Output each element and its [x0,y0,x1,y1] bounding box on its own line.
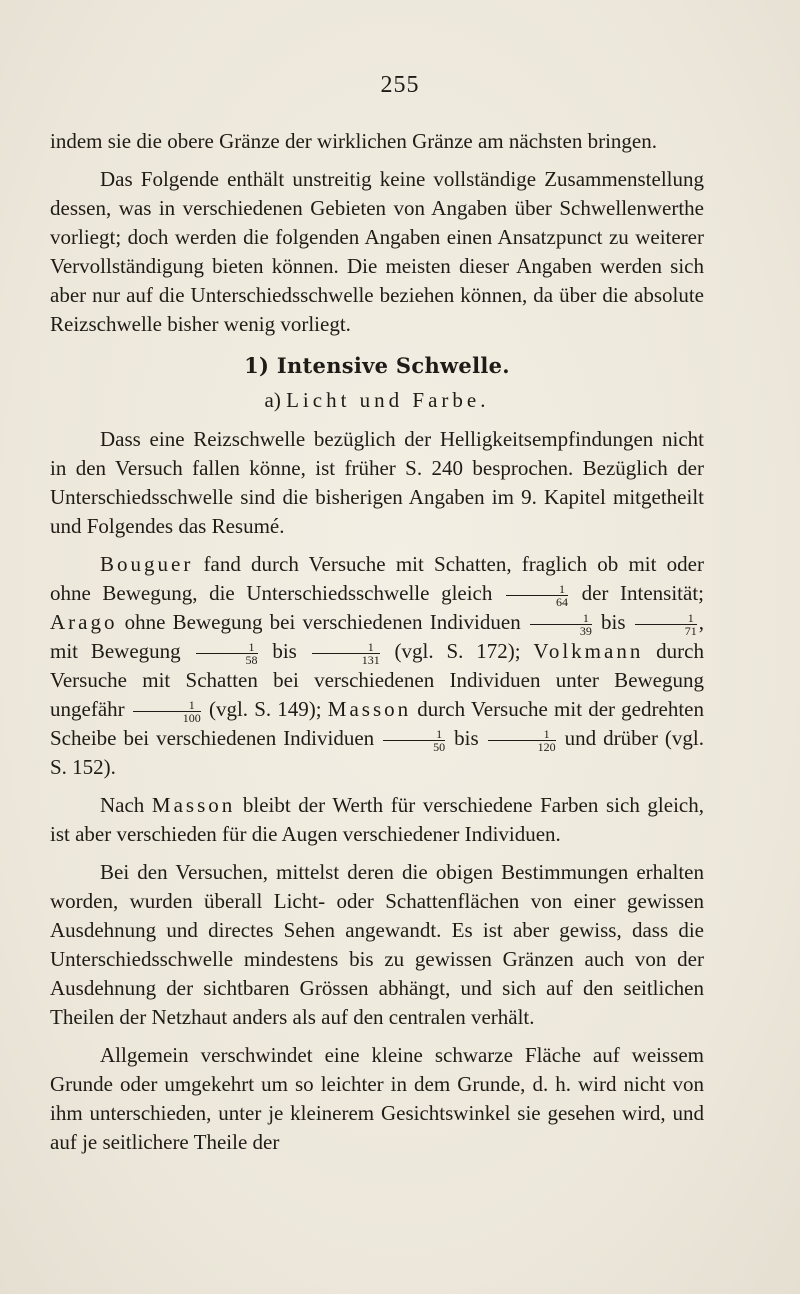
fraction-1-71 [635,612,697,637]
paragraph-reizschwelle: Dass eine Reizschwelle bezüglich der Helligkeitsempfindungen nicht in den Versuch fallen könne, ist früher S. 240 besprochen. Bezüglich der Unterschiedsschwelle sind die bisherigen Angaben im 9. Kapitel mitgetheilt und Folgendes das Resumé. [50,427,704,538]
fraction-denominator: 39 [579,623,592,638]
fraction-numerator: 1 [383,728,445,741]
text-run: ohne Bewegung bei verschiedenen Individuen [117,610,528,634]
fraction-numerator: 1 [635,612,697,625]
text-run: fand durch Versuche mit Schatten, fraglich ob mit oder ohne Bewegung, die Unterschiedsschwelle gleich [50,552,704,605]
fraction-denominator: 58 [245,652,258,667]
fraction-numerator: 1 [530,612,592,625]
fraction-1-58 [196,641,258,666]
paragraph-continuation: indem sie die obere Gränze der wirklichen Gränze am nächsten bringen. [50,129,657,153]
paragraph-allgemein: Allgemein verschwindet eine kleine schwarze Fläche auf weissem Grunde oder umgekehrt um so leichter in dem Grunde, d. h. wird nicht von ihm unterschieden, unter je kleinerem Gesichtswinkel sie gesehen wird, und auf je seitlichere Theile der [50,1043,704,1154]
section-heading: 1) Intensive Schwelle. [244,353,510,378]
paragraph-intro: Das Folgende enthält unstreitig keine vollständige Zusammenstellung dessen, was in verschiedenen Gebieten von Angaben über Schwellenwerthe vorliegt; doch werden die folgenden Angaben einen Ansatzpunct zu weiterer Vervollständigung bieten können. Die meisten dieser Angaben werden sich aber nur auf die Unterschiedsschwelle beziehen können, da über die absolute Reizschwelle bisher wenig vorliegt. [50,167,704,336]
text-run: der Intensität; [569,581,704,605]
paragraph-versuchen: Bei den Versuchen, mittelst deren die obigen Bestimmungen erhalten worden, wurden überall Licht- oder Schattenflächen von einer gewissen Ausdehnung und directes Sehen angewandt. Es ist aber gewiss, dass die Unterschiedsschwelle mindestens bis zu gewissen Gränzen auch von der Ausdehnung der sichtbaren Grössen abhängt, und sich auf den seitlichen Theilen der Netzhaut anders als auf den centralen verhält. [50,860,704,1029]
fraction-denominator: 120 [537,739,556,754]
text-run: , mit Bewegung [50,610,704,663]
text-run: (vgl. S. 172); [381,639,534,663]
author-volkmann: Volkmann [533,639,644,663]
paragraph-masson [50,791,704,849]
fraction-numerator: 1 [133,699,201,712]
fraction-numerator: 1 [488,728,556,741]
text-run: durch Versuche mit Schatten bei verschiedenen Individuen unter Bewegung ungefähr [50,639,704,721]
fraction-1-50 [383,728,445,753]
fraction-1-100 [133,699,201,724]
text-run: (vgl. S. 149); [202,697,328,721]
fraction-denominator: 71 [684,623,697,638]
fraction-1-131 [312,641,380,666]
author-masson: Masson [151,793,236,817]
text-run: bleibt der Werth für verschiedene Farben sich gleich, ist aber verschieden für die Augen verschiedener Individuen. [50,793,704,846]
fraction-1-120 [488,728,556,753]
subsection-prefix: a) [264,388,281,412]
fraction-1-39 [530,612,592,637]
fraction-denominator: 131 [361,652,380,667]
fraction-numerator: 1 [506,583,568,596]
fraction-denominator: 50 [433,739,446,754]
text-run: bis [259,639,310,663]
subsection-title: Licht und Farbe. [286,388,490,412]
subsection-heading [50,386,704,415]
fraction-denominator: 100 [182,710,201,725]
paragraph-measurements [50,550,704,782]
author-arago: Arago [50,610,118,634]
fraction-numerator: 1 [312,641,380,654]
page-body [50,127,704,1166]
text-run: bis [593,610,633,634]
fraction-numerator: 1 [196,641,258,654]
fraction-denominator: 64 [555,594,568,609]
page-number: 255 [380,72,420,98]
text-run: bis [447,726,486,750]
text-run: durch Versuche mit der gedrehten Scheibe bei verschiedenen Individuen [50,697,704,750]
text-run: Nach [100,793,152,817]
fraction-1-64 [506,583,568,608]
text-run: und drüber (vgl. S. 152). [50,726,704,779]
author-bouguer: Bouguer [100,552,194,576]
author-masson: Masson [327,697,412,721]
